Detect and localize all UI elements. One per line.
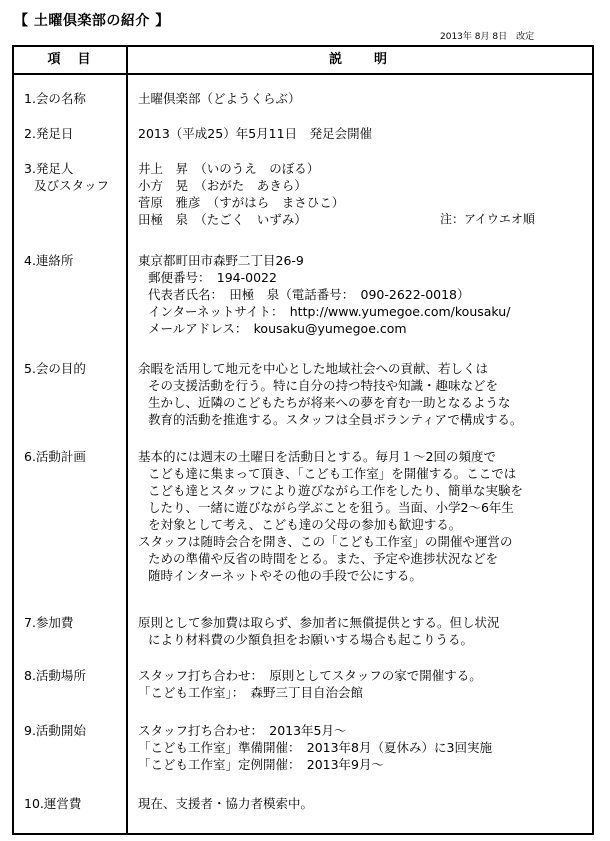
section-label: 7.参加費 (24, 615, 74, 630)
header-description: 説 明 (328, 52, 389, 67)
postal-code: 郵便番号： 194-0022 (148, 270, 277, 285)
section-label: 1.会の名称 (24, 91, 86, 106)
order-note: 注：アイウエオ順 (440, 212, 535, 226)
section-label (24, 160, 126, 194)
content-line: したり、一緒に遊びながら学ぶことを狙う。当面、小学2～6年生 (148, 500, 514, 515)
content-line: 「こども工作室」： 森野三丁目自治会館 (138, 685, 364, 700)
column-divider (126, 47, 128, 833)
email-address: メールアドレス： kousaku@yumegoe.com (148, 321, 407, 336)
section-label: 5.会の目的 (24, 361, 86, 376)
content-line: ための準備や反省の時間をとる。また、予定や進捗状況などを (148, 551, 499, 566)
section-label: 10.運営費 (24, 796, 82, 811)
label-line: 及びスタッフ (34, 178, 110, 193)
section-content (138, 125, 584, 142)
content-line: 基本的には週末の土曜日を活動日とする。毎月１～2回の頻度で (138, 449, 496, 464)
content-line: 現在、支援者・協力者模索中。 (138, 796, 314, 811)
content-line: その支援活動を行う。特に自分の持つ特技や知識・趣味などを (148, 378, 499, 393)
content-line: 土曜倶楽部（どようくらぶ） (138, 91, 301, 106)
revision-date: 2013年 8月 8日 改定 (440, 32, 535, 42)
content-line: 田極 泉 （たごく いずみ） (138, 212, 307, 227)
section-content (138, 614, 584, 648)
section-label: 6.活動計画 (24, 449, 86, 464)
label-line: 3.発足人 (24, 161, 74, 176)
table-header (14, 47, 592, 75)
content-line: 原則として参加費は取らず、参加者に無償提供とする。但し状況 (138, 615, 500, 630)
content-line: 小方 晃 （おがた あきら） (138, 178, 307, 193)
content-line: こども達とスタッフにより遊びながら工作をしたり、簡単な実験を (148, 483, 524, 498)
representative: 代表者氏名： 田極 泉（電話番号： 090-2622-0018） (148, 287, 470, 302)
section-content (138, 90, 584, 107)
header-item: 項 目 (47, 52, 93, 67)
content-line: 「こども工作室」準備開催： 2013年8月（夏休み）に3回実施 (138, 740, 492, 755)
content-line: 教育的活動を推進する。スタッフは全員ボランティアで構成する。 (148, 412, 523, 427)
content-line: により材料費の少額負担をお願いする場合も起こりうる。 (148, 632, 474, 647)
content-line: こども達に集まって頂き、「こども工作室」を開催する。ここでは (148, 466, 517, 481)
content-line: 随時インターネットやその他の手段で公にする。 (148, 568, 422, 583)
section-label: 2.発足日 (24, 126, 74, 141)
content-line: スタッフ打ち合わせ： 原則としてスタッフの家で開催する。 (138, 668, 482, 683)
website-url: インターネットサイト： http://www.yumegoe.com/kousaku/ (148, 304, 511, 319)
section-content (138, 667, 584, 701)
content-line: スタッフは随時会合を開き、この「こども工作室」の開催や運営の (138, 534, 513, 549)
section-label: 9.活動開始 (24, 723, 86, 738)
content-line: 井上 昇 （いのうえ のぼる） (138, 161, 320, 176)
section-content (138, 795, 584, 812)
page-title: 【 土曜倶楽部の紹介 】 (14, 13, 170, 29)
section-content (138, 448, 584, 584)
content-line: 2013（平成25）年5月11日 発足会開催 (138, 126, 373, 141)
content-line: 余暇を活用して地元を中心とした地域社会への貢献、若しくは (138, 361, 489, 376)
address-line: 東京都町田市森野二丁目26-9 (138, 253, 304, 268)
content-line: 生かし、近隣のこどもたちが将来への夢を育む一助となるような (148, 395, 511, 410)
content-line: 「こども工作室」定例開催： 2013年9月～ (138, 757, 385, 772)
content-line: 菅原 雅彦 （すがはら まさひこ） (138, 195, 345, 210)
section-content (138, 722, 584, 773)
section-content (138, 252, 584, 337)
section-label: 8.活動場所 (24, 668, 86, 683)
info-table (12, 45, 594, 835)
content-line: スタッフ打ち合わせ： 2013年5月～ (138, 723, 347, 738)
section-content (138, 360, 584, 428)
content-line: を対象として考え、こども達の父母の参加も歓迎する。 (148, 517, 462, 532)
section-label: 4.連絡所 (24, 253, 74, 268)
